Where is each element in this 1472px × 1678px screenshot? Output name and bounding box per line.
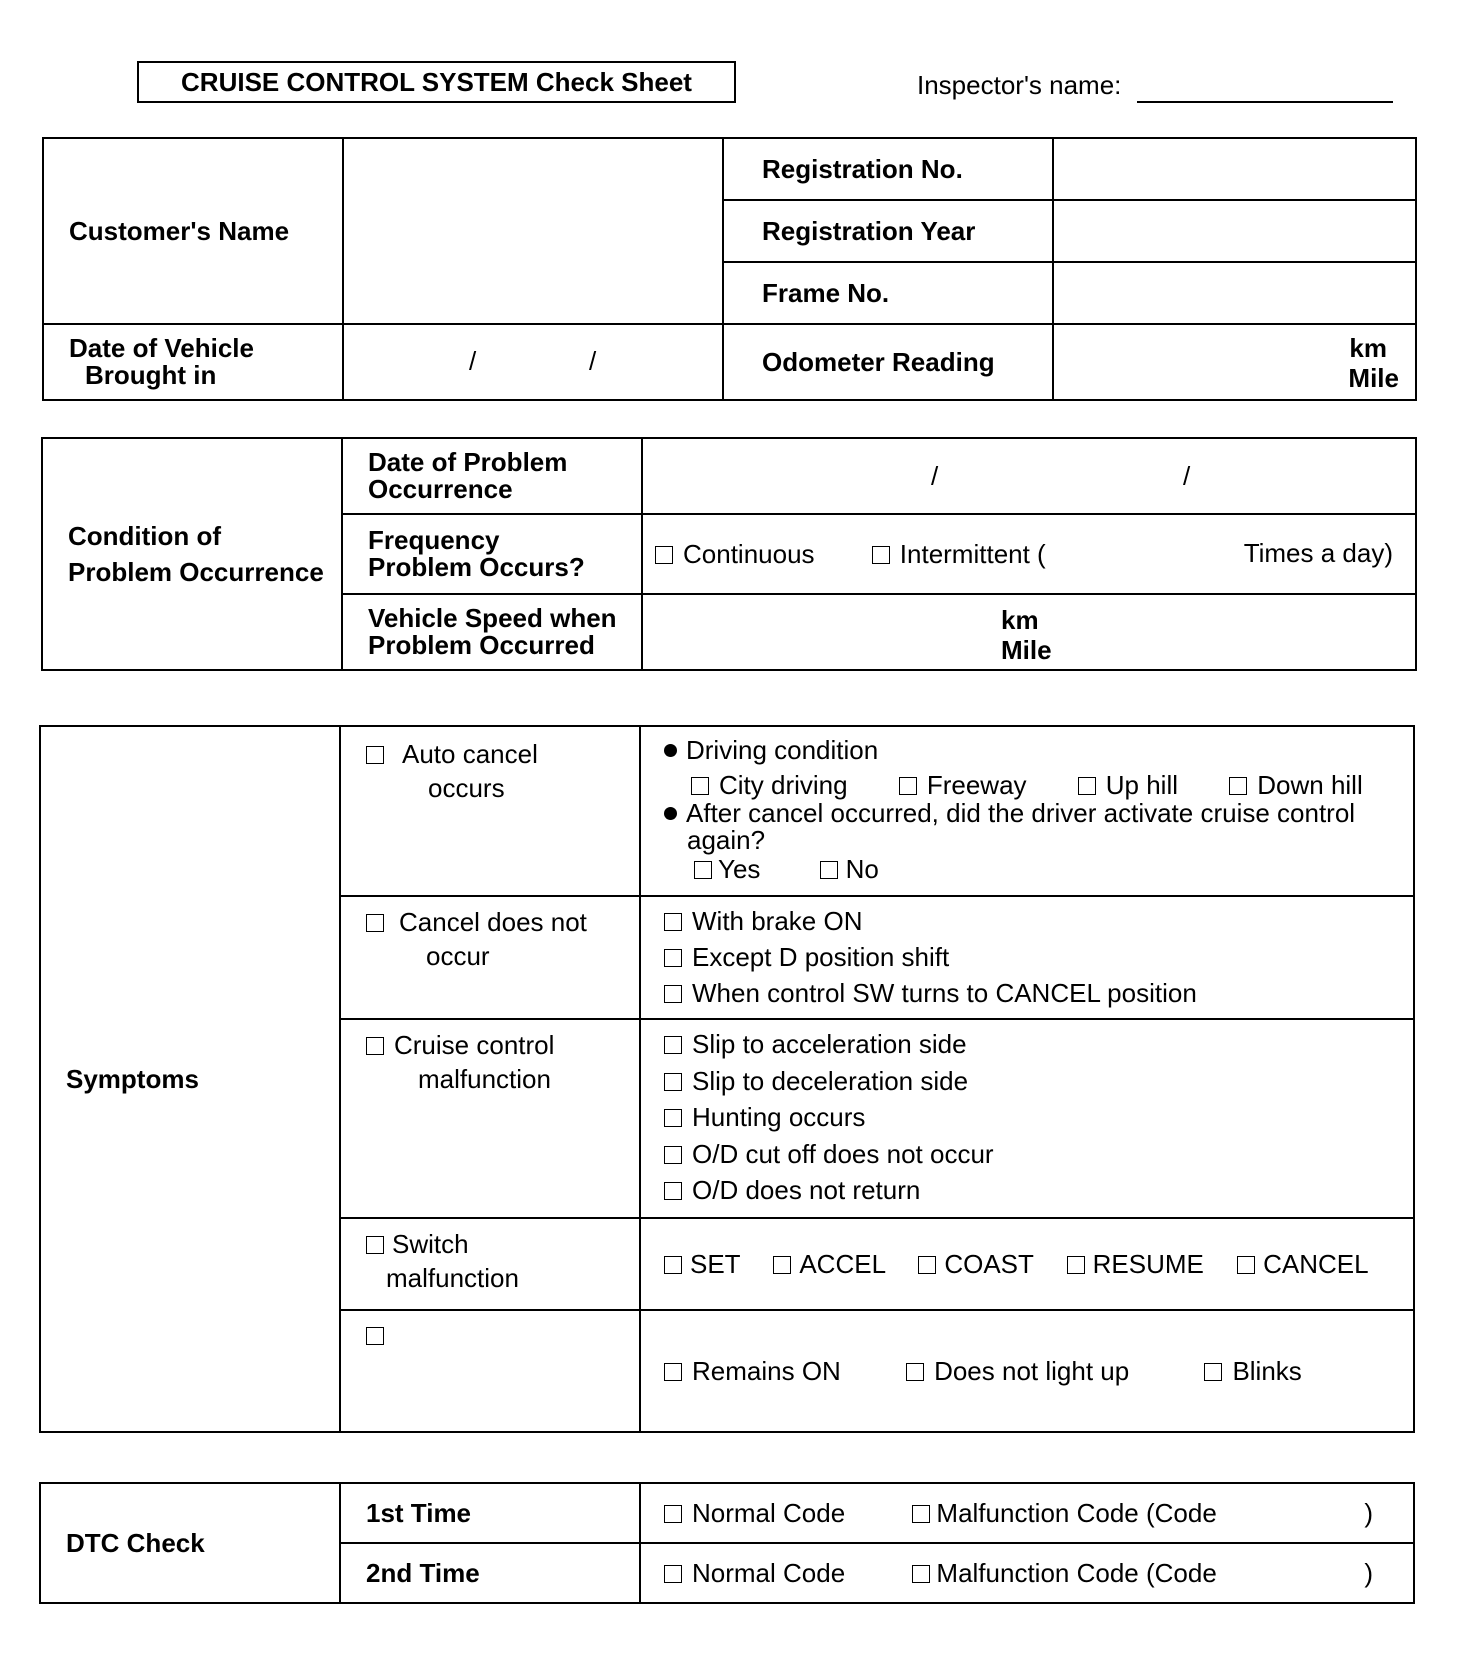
indicator-cell xyxy=(340,1310,640,1432)
date-brought-label xyxy=(43,324,343,400)
auto-cancel-cell xyxy=(340,726,640,896)
checkbox[interactable] xyxy=(664,913,682,931)
checkbox[interactable] xyxy=(773,1256,791,1274)
date-separator: / xyxy=(931,461,939,491)
after-cancel-question-line2: again? xyxy=(687,825,766,855)
cancel-not-label-line2: occur xyxy=(426,941,490,971)
frequency-label xyxy=(342,514,642,594)
date-separator: / xyxy=(469,346,477,376)
checkbox[interactable] xyxy=(820,861,838,879)
switch-malfunction-option[interactable]: Switch xyxy=(366,1227,639,1261)
checkbox[interactable] xyxy=(664,1109,682,1127)
brake-on-option[interactable]: With brake ON xyxy=(664,903,1413,939)
close-paren: ) xyxy=(1364,1498,1373,1528)
up-hill-option[interactable]: Up hill xyxy=(1078,770,1178,800)
problem-date-label xyxy=(342,438,642,514)
frequency-label-line2: Problem Occurs? xyxy=(368,552,585,582)
dtc-second-options xyxy=(640,1543,1414,1603)
checkbox[interactable] xyxy=(664,1073,682,1091)
dtc-section-label: DTC Check xyxy=(40,1483,340,1603)
accel-option[interactable]: ACCEL xyxy=(773,1249,885,1279)
date-brought-field[interactable] xyxy=(343,324,723,400)
problem-date-field[interactable] xyxy=(642,438,1416,514)
condition-section-label xyxy=(42,438,342,670)
checkbox[interactable] xyxy=(918,1256,936,1274)
remains-on-option[interactable]: Remains ON xyxy=(664,1356,841,1386)
yes-option[interactable]: Yes xyxy=(694,854,760,884)
bullet-icon xyxy=(664,744,677,757)
auto-cancel-details xyxy=(640,726,1414,896)
not-light-up-option[interactable]: Does not light up xyxy=(906,1356,1129,1386)
checkbox[interactable] xyxy=(1237,1256,1255,1274)
date-brought-label-line1: Date of Vehicle xyxy=(69,333,254,363)
speed-unit-km: km xyxy=(1001,605,1039,635)
malfunction-details xyxy=(640,1019,1414,1218)
switch-label-line2: malfunction xyxy=(386,1263,519,1293)
bullet-icon xyxy=(664,807,677,820)
checkbox[interactable] xyxy=(366,1037,384,1055)
checkbox[interactable] xyxy=(906,1363,924,1381)
no-option[interactable]: No xyxy=(820,854,879,884)
registration-no-label: Registration No. xyxy=(723,138,1053,200)
registration-no-field[interactable] xyxy=(1053,138,1416,200)
continuous-option[interactable]: Continuous xyxy=(655,539,815,569)
inspector-name-label: Inspector's name: xyxy=(917,70,1122,100)
indicator-checkbox[interactable] xyxy=(366,1327,384,1345)
dtc-first-time-label: 1st Time xyxy=(340,1483,640,1543)
symptoms-section-label: Symptoms xyxy=(40,726,340,1432)
blinks-option[interactable]: Blinks xyxy=(1204,1356,1301,1386)
slip-decel-option[interactable]: Slip to deceleration side xyxy=(664,1063,1413,1100)
condition-label-line1: Condition of xyxy=(68,521,222,551)
driving-condition-label: Driving condition xyxy=(664,735,1413,765)
checkbox[interactable] xyxy=(664,1146,682,1164)
switch-cell xyxy=(340,1218,640,1310)
inspector-name-field[interactable] xyxy=(1137,101,1393,103)
odometer-field[interactable] xyxy=(1053,324,1416,400)
registration-year-field[interactable] xyxy=(1053,200,1416,262)
checkbox[interactable] xyxy=(664,1505,682,1523)
checkbox[interactable] xyxy=(366,1236,384,1254)
normal-code-option[interactable]: Normal Code xyxy=(664,1558,845,1588)
checkbox[interactable] xyxy=(664,1565,682,1583)
after-cancel-question: After cancel occurred, did the driver activate cruise control xyxy=(664,800,1413,827)
switch-details xyxy=(640,1218,1414,1310)
coast-option[interactable]: COAST xyxy=(918,1249,1033,1279)
condition-table xyxy=(41,437,1417,671)
slip-accel-option[interactable]: Slip to acceleration side xyxy=(664,1026,1413,1063)
frame-no-label: Frame No. xyxy=(723,262,1053,324)
vehicle-info-table xyxy=(42,137,1417,401)
except-d-option[interactable]: Except D position shift xyxy=(664,939,1413,975)
city-driving-option[interactable]: City driving xyxy=(691,770,848,800)
cancel-position-option[interactable]: When control SW turns to CANCEL position xyxy=(664,975,1413,1011)
checkbox[interactable] xyxy=(664,949,682,967)
checkbox[interactable] xyxy=(664,1363,682,1381)
resume-option[interactable]: RESUME xyxy=(1067,1249,1204,1279)
checkbox[interactable] xyxy=(1229,777,1247,795)
odometer-label: Odometer Reading xyxy=(723,324,1053,400)
cancel-option[interactable]: CANCEL xyxy=(1237,1249,1368,1279)
checkbox[interactable] xyxy=(664,1182,682,1200)
set-option[interactable]: SET xyxy=(664,1249,740,1279)
odometer-unit-mile: Mile xyxy=(1348,363,1399,393)
registration-year-label: Registration Year xyxy=(723,200,1053,262)
checkbox[interactable] xyxy=(912,1565,930,1583)
malfunction-code-option[interactable]: Malfunction Code (Code xyxy=(912,1498,1216,1528)
checkbox[interactable] xyxy=(1067,1256,1085,1274)
date-separator: / xyxy=(589,346,597,376)
symptoms-table xyxy=(39,725,1415,1433)
cancel-not-details xyxy=(640,896,1414,1019)
cruise-malfunction-option[interactable]: Cruise control xyxy=(366,1028,639,1062)
frequency-label-line1: Frequency xyxy=(368,525,500,555)
checkbox[interactable] xyxy=(664,985,682,1003)
cancel-not-cell xyxy=(340,896,640,1019)
dtc-first-options xyxy=(640,1483,1414,1543)
indicator-details xyxy=(640,1310,1414,1432)
speed-unit-mile: Mile xyxy=(1001,635,1052,665)
down-hill-option[interactable]: Down hill xyxy=(1229,770,1363,800)
checkbox[interactable] xyxy=(694,861,712,879)
vehicle-speed-field[interactable] xyxy=(642,594,1416,670)
dtc-table xyxy=(39,1482,1415,1604)
checkbox[interactable] xyxy=(912,1505,930,1523)
malfunction-label-line2: malfunction xyxy=(418,1064,551,1094)
hunting-option[interactable]: Hunting occurs xyxy=(664,1099,1413,1136)
checkbox[interactable] xyxy=(664,1036,682,1054)
frame-no-field[interactable] xyxy=(1053,262,1416,324)
malfunction-code-option[interactable]: Malfunction Code (Code xyxy=(912,1558,1216,1588)
vehicle-speed-label xyxy=(342,594,642,670)
checkbox[interactable] xyxy=(1078,777,1096,795)
checkbox[interactable] xyxy=(655,546,673,564)
dtc-second-time-label: 2nd Time xyxy=(340,1543,640,1603)
checkbox[interactable] xyxy=(366,914,384,932)
freeway-option[interactable]: Freeway xyxy=(899,770,1027,800)
checkbox[interactable] xyxy=(366,746,384,764)
date-separator: / xyxy=(1183,461,1191,491)
customer-name-field[interactable] xyxy=(343,138,723,324)
auto-cancel-option[interactable]: Auto cancel xyxy=(366,737,639,771)
frequency-options xyxy=(642,514,1416,594)
od-return-option[interactable]: O/D does not return xyxy=(664,1172,1413,1209)
od-cut-off-option[interactable]: O/D cut off does not occur xyxy=(664,1136,1413,1173)
date-brought-label-line2: Brought in xyxy=(85,360,217,390)
times-a-day-label: Times a day) xyxy=(1243,538,1393,568)
odometer-unit-km: km xyxy=(1349,333,1387,363)
checkbox[interactable] xyxy=(1204,1363,1222,1381)
checkbox[interactable] xyxy=(691,777,709,795)
intermittent-option[interactable]: Intermittent ( xyxy=(872,539,1046,569)
checkbox[interactable] xyxy=(872,546,890,564)
close-paren: ) xyxy=(1364,1558,1373,1588)
condition-label-line2: Problem Occurrence xyxy=(68,557,324,587)
malfunction-cell xyxy=(340,1019,640,1218)
vehicle-speed-label-line2: Problem Occurred xyxy=(368,630,595,660)
customer-name-label: Customer's Name xyxy=(43,138,343,324)
checkbox[interactable] xyxy=(664,1256,682,1274)
cancel-not-occur-option[interactable]: Cancel does not xyxy=(366,905,639,939)
check-sheet-title: CRUISE CONTROL SYSTEM Check Sheet xyxy=(137,61,736,103)
normal-code-option[interactable]: Normal Code xyxy=(664,1498,845,1528)
checkbox[interactable] xyxy=(899,777,917,795)
vehicle-speed-label-line1: Vehicle Speed when xyxy=(368,603,617,633)
auto-cancel-label-line2: occurs xyxy=(428,773,505,803)
problem-date-label-line1: Date of Problem xyxy=(368,447,568,477)
problem-date-label-line2: Occurrence xyxy=(368,474,513,504)
